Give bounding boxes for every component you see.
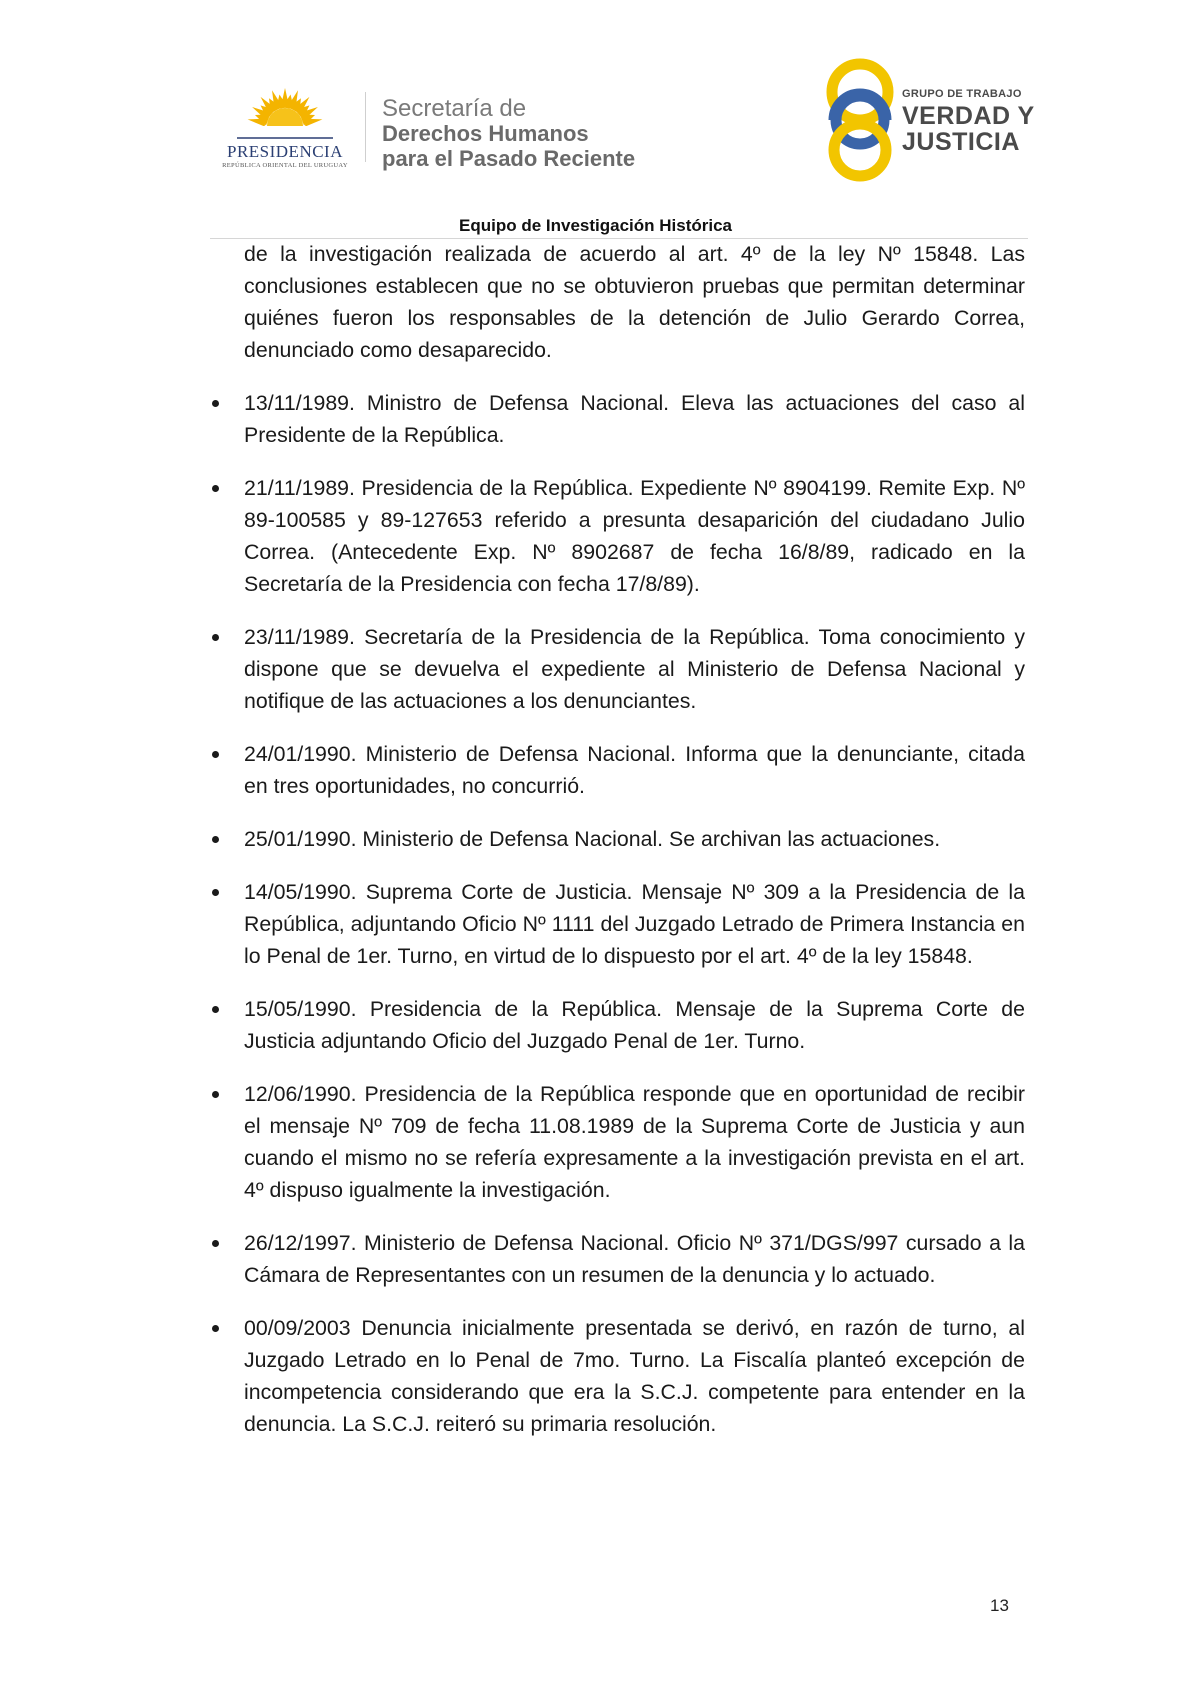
- list-item-text: 23/11/1989. Secretaría de la Presidencia de la República. Toma conocimiento y dispone que se devuelva el expediente al Ministerio de Defensa Nacional y notifique de las actuaciones a los denunciantes.: [244, 625, 1025, 713]
- bullet-icon: [212, 1240, 219, 1247]
- list-item: [244, 387, 1025, 451]
- list-item: [244, 472, 1025, 600]
- list-item: [244, 738, 1025, 802]
- timeline-list: [244, 387, 1025, 1440]
- list-item-text: 25/01/1990. Ministerio de Defensa Nacional. Se archivan las actuaciones.: [244, 827, 941, 851]
- list-item-text: 24/01/1990. Ministerio de Defensa Nacional. Informa que la denunciante, citada en tres oportunidades, no concurrió.: [244, 742, 1025, 798]
- gt-title-line-2: JUSTICIA: [902, 128, 1020, 156]
- team-title: Equipo de Investigación Histórica: [459, 216, 732, 235]
- page-header: [0, 0, 1191, 250]
- document-body: [244, 238, 1025, 1440]
- list-item-text: 15/05/1990. Presidencia de la República. Mensaje de la Suprema Corte de Justicia adjuntando Oficio del Juzgado Penal de 1er. Turno.: [244, 997, 1025, 1053]
- verdad-justicia-logo: [820, 58, 1035, 183]
- bullet-icon: [212, 634, 219, 641]
- presidencia-wordmark: PRESIDENCIA: [226, 142, 343, 161]
- interlocked-rings-icon: [820, 58, 900, 183]
- secretaria-line-2: Derechos Humanos: [382, 121, 589, 146]
- list-item: [244, 1227, 1025, 1291]
- header-divider: [365, 92, 366, 162]
- bullet-icon: [212, 400, 219, 407]
- list-item: [244, 823, 1025, 855]
- bullet-icon: [212, 485, 219, 492]
- intro-paragraph: de la investigación realizada de acuerdo al art. 4º de la ley Nº 15848. Las conclusiones establecen que no se obtuvieron pruebas que permitan determinar quiénes fueron los responsables de la detención de Julio Gerardo Correa, denunciado como desaparecido.: [244, 242, 1025, 362]
- presidencia-logo: [210, 86, 360, 176]
- bullet-icon: [212, 1325, 219, 1332]
- list-item: [244, 876, 1025, 972]
- secretaria-line-1: Secretaría de: [382, 95, 527, 122]
- list-item: [244, 1312, 1025, 1440]
- presidencia-subtitle: REPÚBLICA ORIENTAL DEL URUGUAY: [222, 162, 348, 169]
- page-number: 13: [990, 1596, 1009, 1615]
- bullet-icon: [212, 751, 219, 758]
- gt-title-line-1: VERDAD Y: [902, 102, 1035, 130]
- gt-subtitle: GRUPO DE TRABAJO: [902, 88, 1022, 100]
- bullet-icon: [212, 889, 219, 896]
- list-item-text: 14/05/1990. Suprema Corte de Justicia. Mensaje Nº 309 a la Presidencia de la República, adjuntando Oficio Nº 1111 del Juzgado Letrado de Primera Instancia en lo Penal de 1er. Turno, en virtud de lo dispuesto por el art. 4º de la ley 15848.: [244, 880, 1025, 968]
- bullet-icon: [212, 1006, 219, 1013]
- bullet-icon: [212, 836, 219, 843]
- secretaria-line-3: para el Pasado Reciente: [382, 146, 636, 171]
- list-item-text: 13/11/1989. Ministro de Defensa Nacional. Eleva las actuaciones del caso al Presidente de la República.: [244, 391, 1025, 447]
- list-item-text: 21/11/1989. Presidencia de la República. Expediente Nº 8904199. Remite Exp. Nº 89-100585 y 89-127653 referido a presunta desaparición del ciudadano Julio Correa. (Antecedente Exp. Nº 8902687 de fecha 16/8/89, radicado en la Secretaría de la Presidencia con fecha 17/8/89).: [244, 476, 1025, 596]
- list-item: [244, 993, 1025, 1057]
- list-item: [244, 1078, 1025, 1206]
- list-item-text: 26/12/1997. Ministerio de Defensa Nacional. Oficio Nº 371/DGS/997 cursado a la Cámara de Representantes con un resumen de la denuncia y lo actuado.: [244, 1231, 1025, 1287]
- secretaria-logo-text: [382, 96, 635, 171]
- list-item-text: 00/09/2003 Denuncia inicialmente presentada se derivó, en razón de turno, al Juzgado Letrado en lo Penal de 7mo. Turno. La Fiscalía planteó excepción de incompetencia considerando que era la S.C.J. competente para entender en la denuncia. La S.C.J. reiteró su primaria resolución.: [244, 1316, 1025, 1436]
- bullet-icon: [212, 1091, 219, 1098]
- list-item: [244, 621, 1025, 717]
- list-item-text: 12/06/1990. Presidencia de la República responde que en oportunidad de recibir el mensaje Nº 709 de fecha 11.08.1989 de la Suprema Corte de Justicia y aun cuando el mismo no se refería expresamente a la investigación prevista en el art. 4º dispuso igualmente la investigación.: [244, 1082, 1025, 1202]
- sun-icon: [210, 86, 360, 146]
